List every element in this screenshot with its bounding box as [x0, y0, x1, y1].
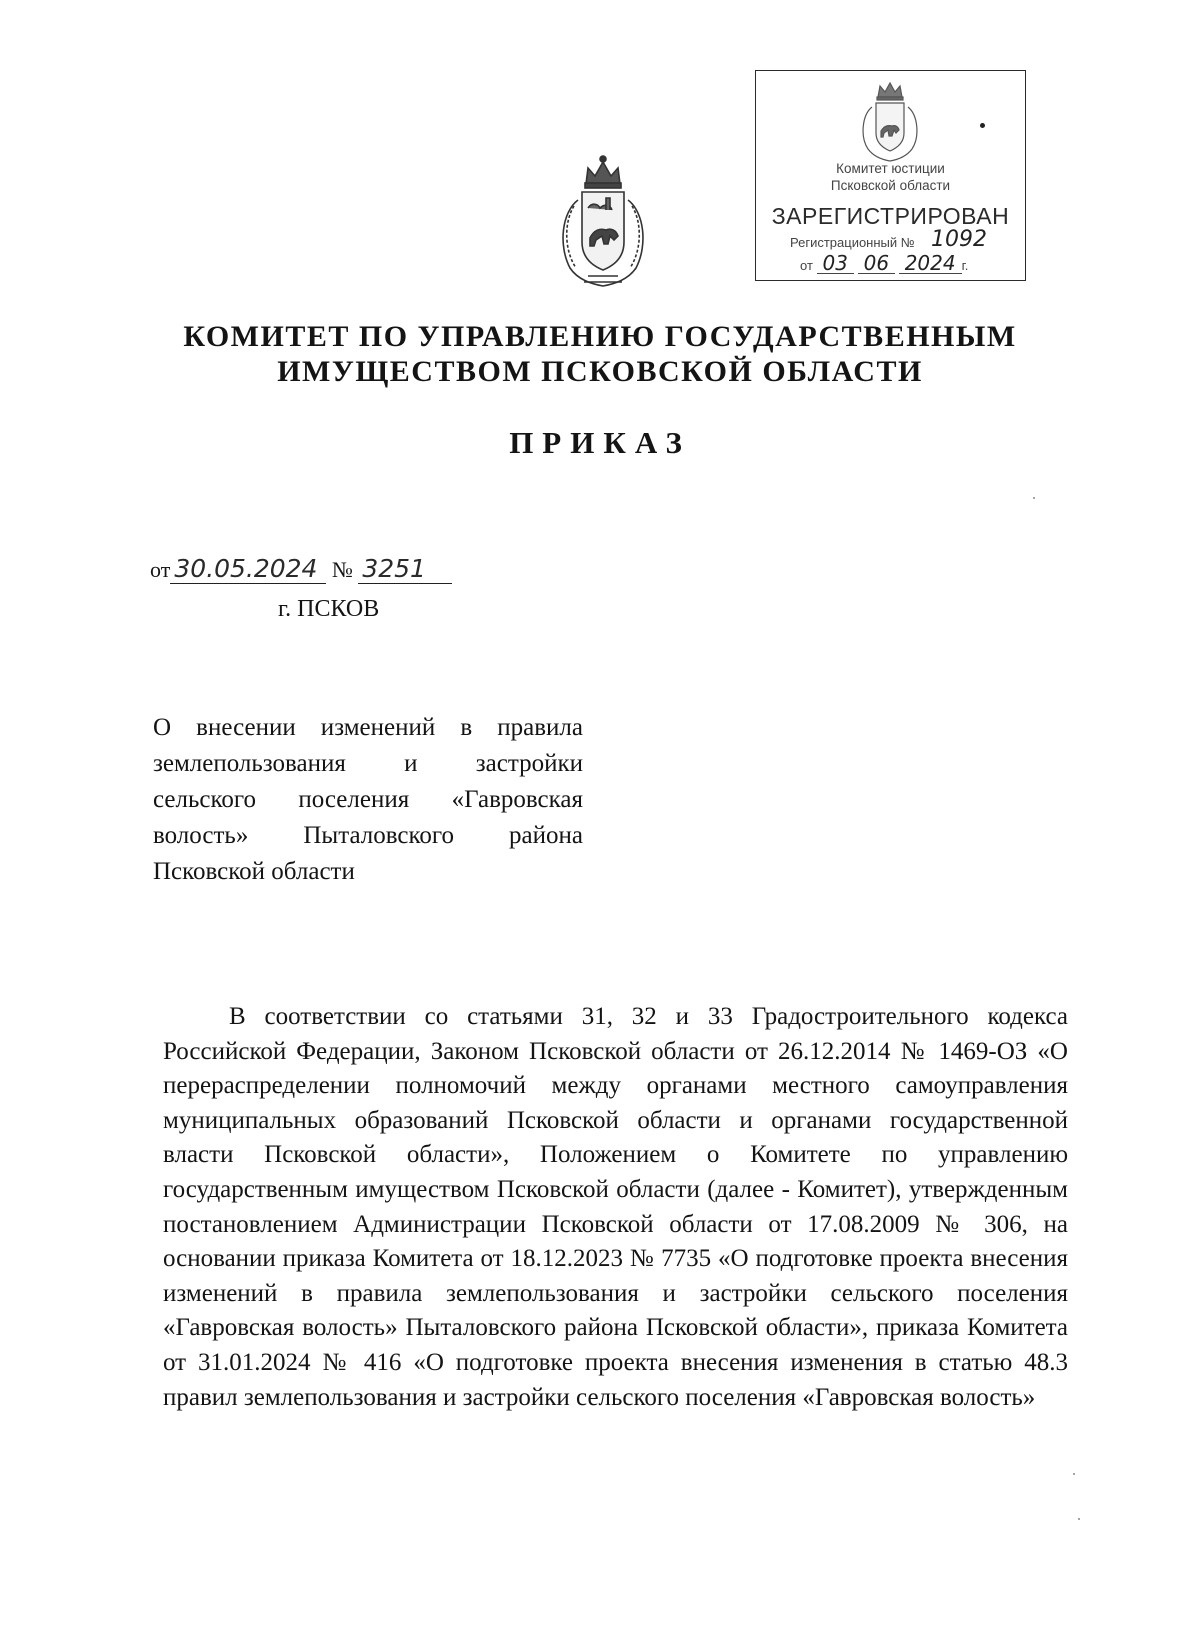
stamp-date-row	[800, 253, 968, 274]
org-name-line-1: КОМИТЕТ ПО УПРАВЛЕНИЮ ГОСУДАРСТВЕННЫМ	[183, 320, 1017, 353]
order-date: 30.05.2024	[170, 555, 326, 584]
stamp-date-prefix: от	[800, 258, 813, 273]
stamp-reg-label: Регистрационный №	[790, 235, 915, 250]
document-type-title: ПРИКАЗ	[509, 425, 691, 460]
stamp-org-line-1: Комитет юстиции	[836, 161, 945, 176]
stamp-date-suffix: г.	[961, 258, 969, 273]
date-number-line	[150, 555, 452, 584]
stamp-date-month: 06	[858, 253, 895, 274]
stamp-ink-dot	[980, 123, 985, 128]
coat-of-arms-icon	[548, 150, 658, 290]
order-body-paragraph: В соответствии со статьями 31, 32 и 33 Градостроительного кодекса Российской Федерации, Законом Псковской области от 26.12.2014 № 1469-ОЗ «О перераспределении полномочий между органами местного самоуправления муниципальных образований Псковской области и органами государственной власти Псковской области», Положением о Комитете по управлению государственным имуществом Псковской области (далее - Комитет), утвержденным постановлением Администрации Псковской области от 17.08.2009 № 306, на основании приказа Комитета от 18.12.2023 № 7735 «О подготовке проекта внесения изменений в правила землепользования и застройки сельского поселения «Гавровская волость» Пыталовского района Псковской области», приказа Комитета от 31.01.2024 № 416 «О подготовке проекта внесения изменения в статью 48.3 правил землепользования и застройки сельского поселения «Гавровская волость»	[163, 1003, 1068, 1411]
stamp-org-line-2: Псковской области	[830, 178, 951, 193]
order-number: 3251	[358, 555, 452, 584]
city-name: г. ПСКОВ	[278, 596, 380, 622]
scan-speck	[1073, 1473, 1075, 1475]
org-name-line-2: ИМУЩЕСТВОМ ПСКОВСКОЙ ОБЛАСТИ	[277, 355, 923, 388]
number-prefix: №	[331, 557, 353, 582]
scan-speck	[1078, 1518, 1080, 1520]
scan-speck	[1033, 497, 1035, 499]
stamp-date-day: 03	[817, 253, 854, 274]
stamp-coat-of-arms-icon	[854, 77, 926, 163]
stamp-title: ЗАРЕГИСТРИРОВАН	[771, 203, 1010, 229]
stamp-reg-number: 1092	[931, 227, 987, 252]
order-subject: О внесении изменений в правила землепользования и застройки сельского поселения «Гавровская волость» Пыталовского района Псковской области	[153, 714, 583, 885]
stamp-date-year: 2024	[899, 253, 962, 274]
date-prefix: от	[150, 557, 171, 582]
registration-stamp	[755, 70, 1026, 281]
